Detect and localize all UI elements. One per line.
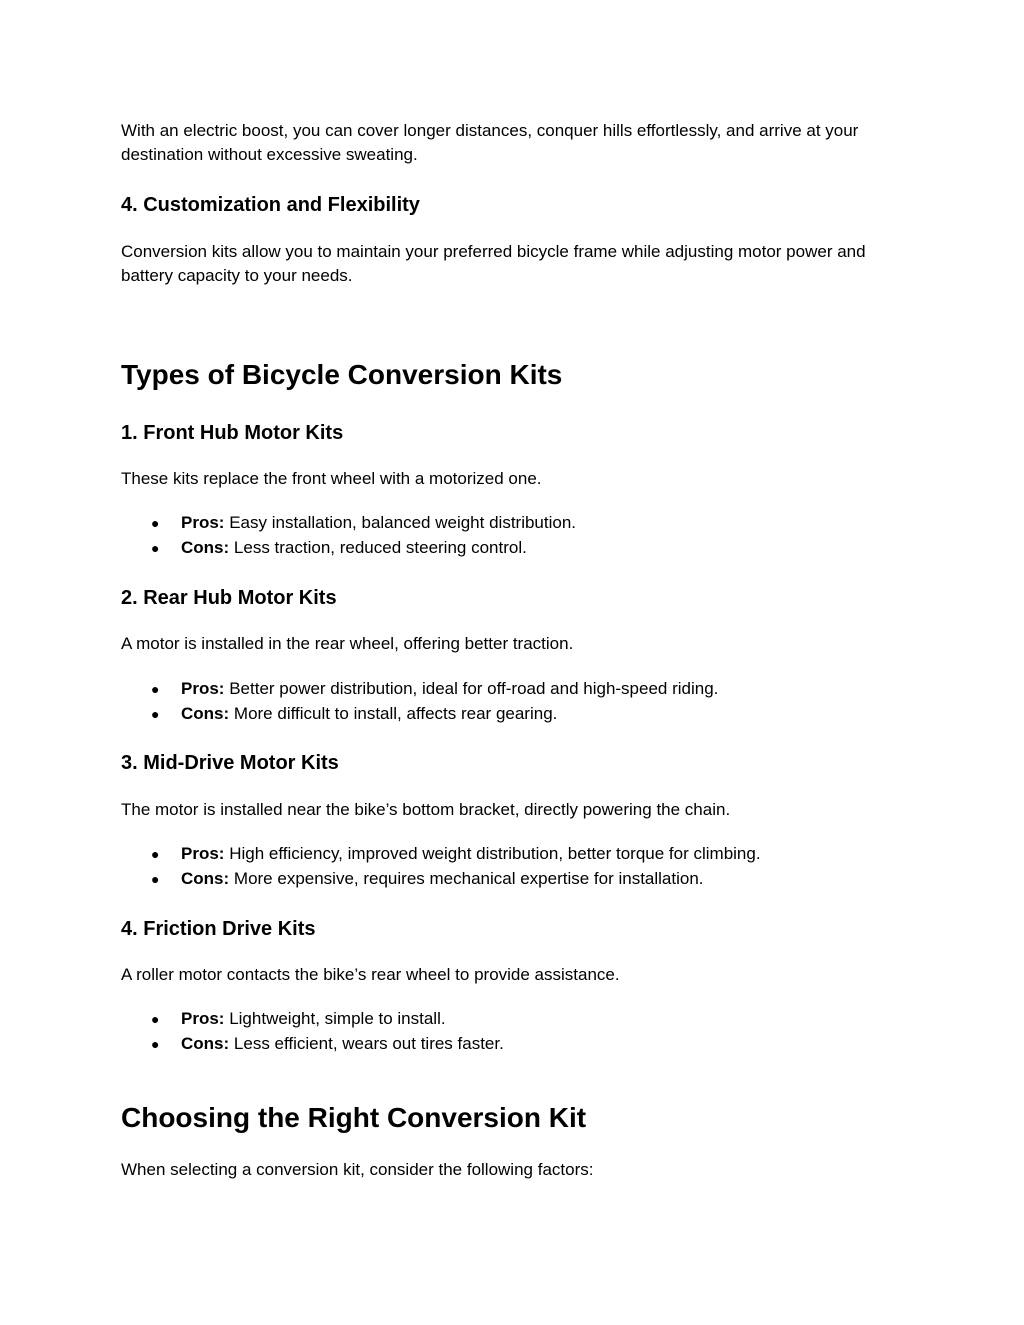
pros-label: Pros: xyxy=(181,1009,225,1028)
cons-text: More expensive, requires mechanical expertise for installation. xyxy=(233,868,704,888)
cons-item xyxy=(121,1032,504,1057)
customization-heading: 4. Customization and Flexibility xyxy=(121,194,420,216)
choosing-section-heading: Choosing the Right Conversion Kit xyxy=(121,1102,587,1133)
pros-item xyxy=(121,842,761,867)
document-page xyxy=(121,0,911,1325)
pros-label: Pros: xyxy=(181,513,225,532)
kit-heading: 2. Rear Hub Motor Kits xyxy=(121,587,337,609)
cons-text: More difficult to install, affects rear gearing. xyxy=(233,703,558,723)
kit-pros-cons-list xyxy=(121,677,718,726)
types-section-heading: Types of Bicycle Conversion Kits xyxy=(121,359,563,390)
bullet-icon: ● xyxy=(151,1011,160,1027)
pros-text: Better power distribution, ideal for off-road and high-speed riding. xyxy=(229,679,719,698)
kit-heading: 4. Friction Drive Kits xyxy=(121,918,316,940)
bullet-icon: ● xyxy=(151,870,160,887)
kit-pros-cons-list xyxy=(121,511,576,560)
kit-heading: 3. Mid-Drive Motor Kits xyxy=(121,752,339,774)
kit-pros-cons-list xyxy=(121,1007,504,1056)
cons-text: Less traction, reduced steering control. xyxy=(233,537,527,557)
cons-label: Cons: xyxy=(181,868,230,888)
pros-text: Lightweight, simple to install. xyxy=(229,1009,446,1028)
bullet-icon: ● xyxy=(151,515,160,531)
kit-description: A motor is installed in the rear wheel, offering better traction. xyxy=(121,634,574,653)
customization-paragraph: Conversion kits allow you to maintain your preferred bicycle frame while adjusting motor power and battery capacity to your needs. xyxy=(121,242,866,285)
cons-item xyxy=(121,867,761,892)
pros-item xyxy=(121,1007,504,1032)
kit-description: These kits replace the front wheel with a motorized one. xyxy=(121,469,542,488)
kit-pros-cons-list xyxy=(121,842,761,891)
pros-item xyxy=(121,677,718,702)
bullet-icon: ● xyxy=(151,681,160,697)
cons-label: Cons: xyxy=(181,703,230,723)
bullet-icon: ● xyxy=(151,846,160,862)
cons-label: Cons: xyxy=(181,537,230,557)
pros-item xyxy=(121,511,576,536)
kit-description: The motor is installed near the bike’s bottom bracket, directly powering the chain. xyxy=(121,800,731,819)
pros-text: Easy installation, balanced weight distribution. xyxy=(229,513,577,532)
kit-heading: 1. Front Hub Motor Kits xyxy=(121,422,344,444)
pros-text: High efficiency, improved weight distribution, better torque for climbing. xyxy=(229,844,761,863)
intro-paragraph: With an electric boost, you can cover longer distances, conquer hills effortlessly, and arrive at your destination without excessive sweating. xyxy=(121,121,859,164)
pros-label: Pros: xyxy=(181,679,225,698)
choosing-paragraph: When selecting a conversion kit, consider the following factors: xyxy=(121,1160,594,1179)
bullet-icon: ● xyxy=(151,1035,160,1052)
cons-item xyxy=(121,536,576,561)
cons-label: Cons: xyxy=(181,1033,230,1053)
cons-item xyxy=(121,702,718,727)
pros-label: Pros: xyxy=(181,844,225,863)
bullet-icon: ● xyxy=(151,705,160,722)
cons-text: Less efficient, wears out tires faster. xyxy=(233,1033,504,1053)
kit-description: A roller motor contacts the bike’s rear wheel to provide assistance. xyxy=(121,965,620,984)
bullet-icon: ● xyxy=(151,539,160,556)
